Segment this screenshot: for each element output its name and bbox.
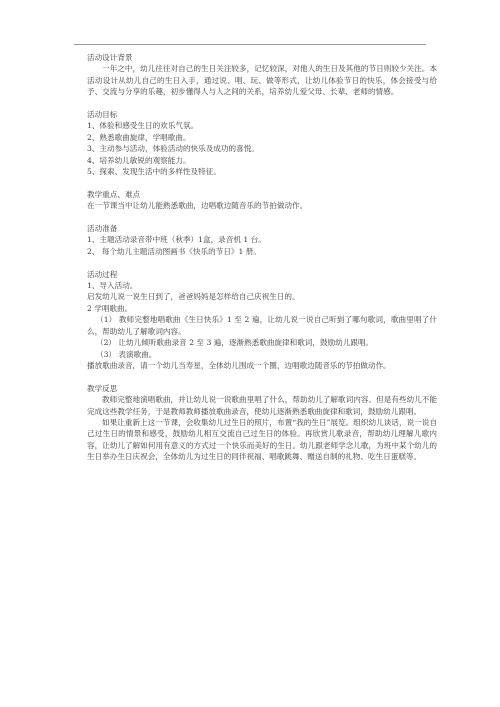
section-heading: 教学重点、难点 [87,189,141,199]
paragraph: 启发幼儿说一说生日到了，爸爸妈妈是怎样给自己庆祝生日的。 [87,292,300,302]
step-title: 2 学唱歌曲。 [87,303,133,313]
list-item: 5、探索、发现生活中的多样性及特征。 [87,167,221,177]
document-body [87,52,437,474]
section-goals [87,109,437,177]
sub-step: （2） 让幼儿倾听歌曲录音 2 至 3 遍，逐渐熟悉歌曲旋律和歌词，鼓励幼儿跟唱。 [96,338,374,348]
paragraph: 播放歌曲录音，请一个幼儿当寿星，全体幼儿围成一个圈，边唱歌边随音乐的节拍做动作。 [87,360,391,370]
sub-step: （1） 教师完整地唱歌曲《生日快乐》1 至 2 遍，让幼儿说一说自己听到了哪句歌词，歌曲里唱了什么，帮助幼儿了解歌词内容。 [87,315,437,336]
section-heading: 活动准备 [87,224,118,234]
section-heading: 教学反思 [87,383,118,393]
paragraph: 如果让重新上这一节课，会收集幼儿过生日的照片，布置“我的生日”展览。组织幼儿谈话，说一说自己过生日的情景和感受，鼓励幼儿相互交流自己过生日的体验。再欣赏儿歌录音，帮助幼儿理解儿歌内容，让幼儿了解如何用有意义的方式过一个快乐而美好的生日。幼儿跟老师学念儿歌，为班中某个幼儿的生日举办生日庆祝会，全体幼儿为过生日的同伴祝福、唱歌跳舞、赠送自制的礼物、吃生日蛋糕等。 [87,417,437,462]
list-item: 3、主动参与活动，体验活动的快乐及成功的喜悦。 [87,144,259,154]
paragraph: 一年之中，幼儿往往对自己的生日关注较多，记忆较深，对他人的生日及其他的节日则较少关注。本活动设计从幼儿自己的生日入手，通过说、唱、玩、做等形式，让幼儿体验节日的快乐，体会接受与给予、交流与分享的乐趣，初步懂得人与人之间的关系，培养幼儿爱父母、长辈、老师的情感。 [87,64,437,97]
section-focus [87,189,437,212]
list-item: 2、熟悉歌曲旋律，学唱歌曲。 [87,132,191,142]
header-rule [74,44,426,45]
section-heading: 活动目标 [87,110,118,120]
list-item: 1、主题活动录音带中班（秋季）1盒，录音机 1 台。 [87,235,266,245]
list-item: 1、体验和感受生日的欢乐气氛。 [87,121,199,131]
paragraph: 在一节课当中让幼儿能熟悉歌曲，边唱歌边随音乐的节拍做动作。 [87,201,308,211]
section-preparation [87,223,437,257]
section-heading: 活动过程 [87,269,118,279]
section-reflection [87,383,437,463]
step-title: 1、导入活动。 [87,281,138,291]
list-item: 4、培养幼儿敏锐的观察能力。 [87,155,191,165]
section-process [87,269,437,372]
paragraph: 教师完整地演唱歌曲，并让幼儿说一说歌曲里唱了什么，帮助幼儿了解歌词内容。但是有些幼儿不能完成这些教学任务，于是教师教师播放歌曲录音，使幼儿逐渐熟悉歌曲旋律和歌词，鼓励幼儿跟唱。 [87,395,437,416]
section-heading: 活动设计背景 [87,53,133,62]
list-item: 2、 每个幼儿主题活动图画书《快乐的节日》1 册。 [87,246,261,256]
section-background [87,52,437,98]
sub-step: （3） 表演歌曲。 [96,349,157,359]
